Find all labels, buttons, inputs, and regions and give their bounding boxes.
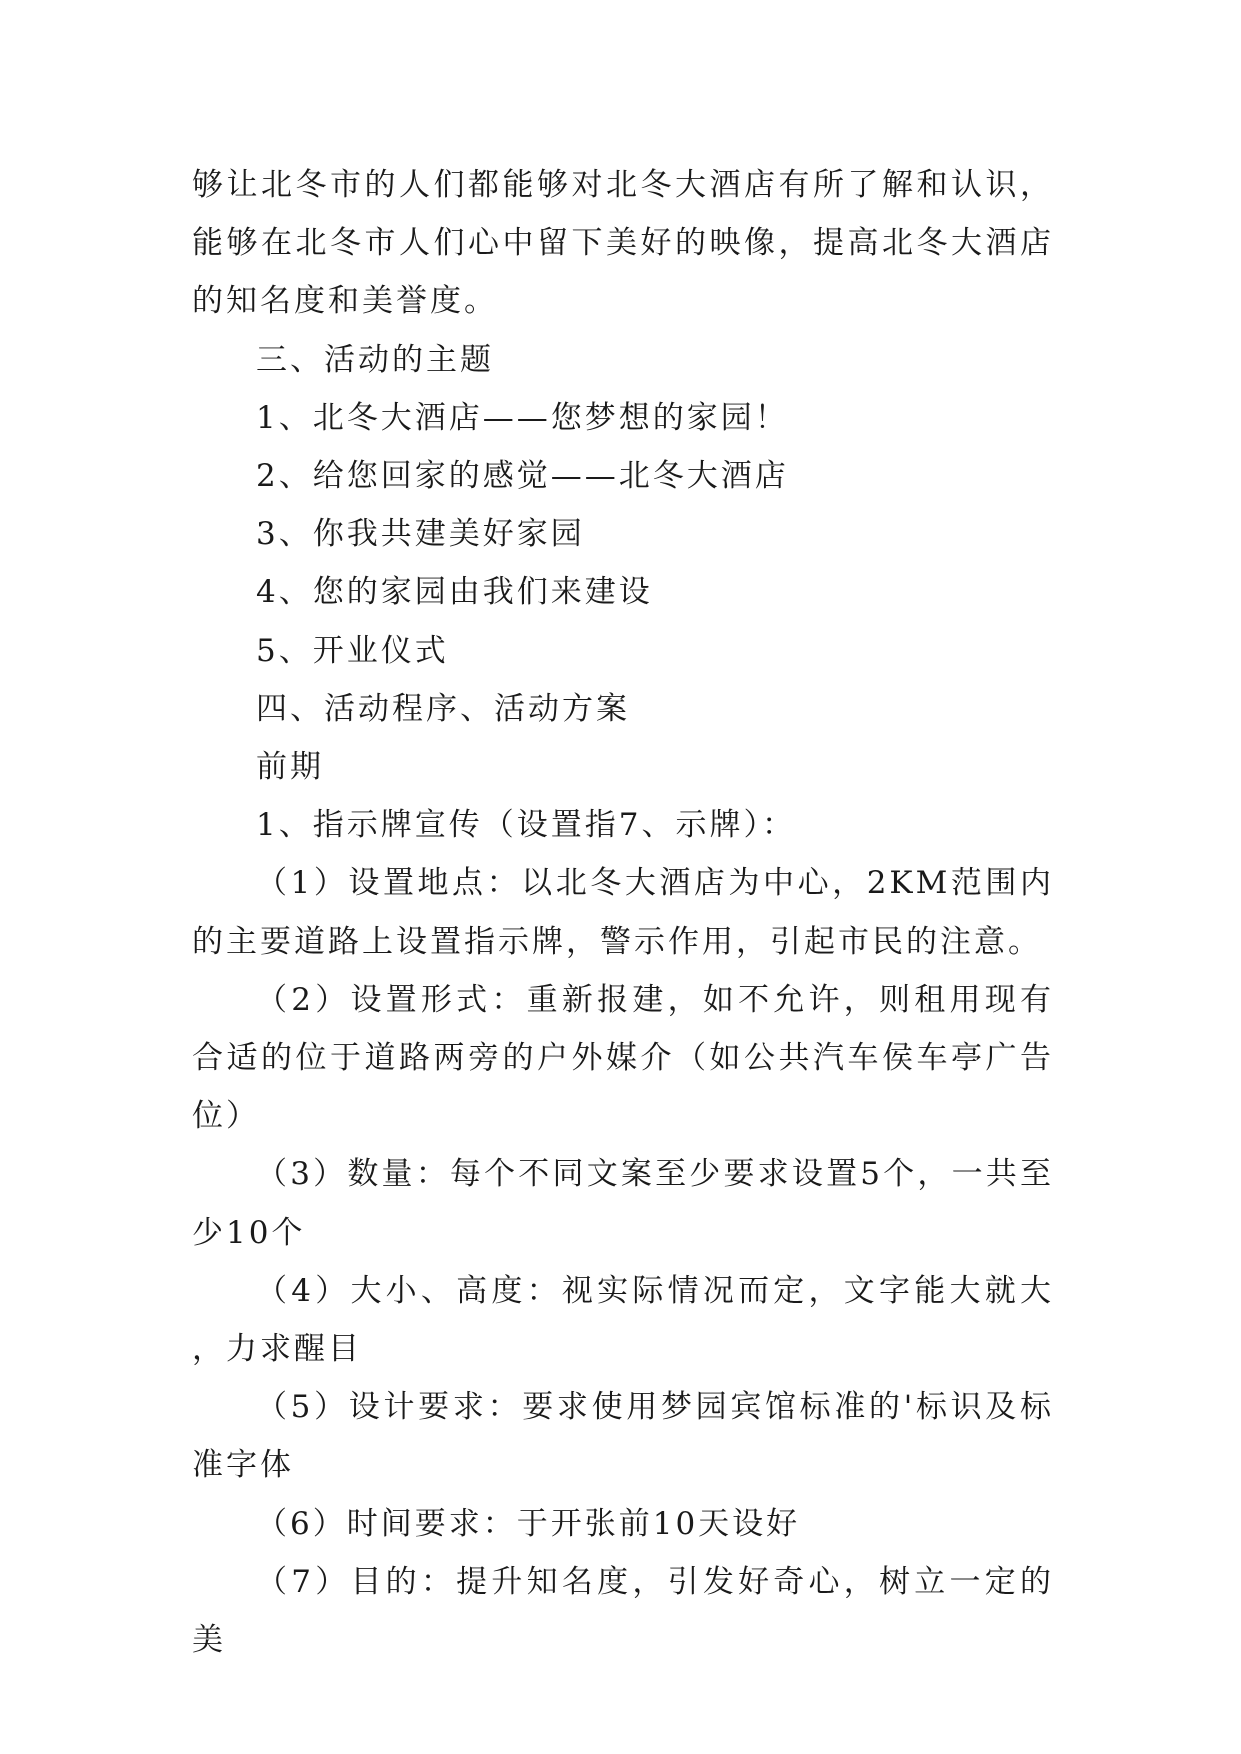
- signboard-detail-size: （4）大小、高度：视实际情况而定，文字能大就大，力求醒目: [192, 1272, 1054, 1368]
- list-item-signboard: 1、指示牌宣传（设置指7、示牌）：: [256, 807, 796, 844]
- section-heading-program: 四、活动程序、活动方案: [256, 690, 630, 727]
- signboard-detail-form: （2）设置形式：重新报建，如不允许，则租用现有合适的位于道路两旁的户外媒介（如公共汽车侯车亭广告位）: [192, 981, 1054, 1135]
- theme-item-2: 2、给您回家的感觉——北冬大酒店: [256, 458, 789, 495]
- theme-item-4: 4、您的家园由我们来建设: [256, 574, 653, 611]
- signboard-detail-design: （5）设计要求：要求使用梦园宾馆标准的'标识及标准字体: [192, 1389, 1054, 1484]
- theme-item-5: 5、开业仪式: [256, 632, 449, 669]
- theme-item-1: 1、北冬大酒店——您梦想的家园！: [256, 399, 789, 436]
- subheading-early-stage: 前期: [256, 749, 324, 786]
- signboard-detail-quantity: （3）数量：每个不同文案至少要求设置5个，一共至少10个: [192, 1156, 1054, 1251]
- document-body: [192, 156, 1054, 1669]
- signboard-detail-time: （6）时间要求：于开张前10天设好: [256, 1505, 801, 1542]
- signboard-detail-purpose: （7）目的：提升知名度，引发好奇心，树立一定的美: [192, 1563, 1054, 1659]
- section-heading-theme: 三、活动的主题: [256, 341, 494, 378]
- theme-item-3: 3、你我共建美好家园: [256, 516, 585, 553]
- paragraph-intro-continuation: 够让北冬市的人们都能够对北冬大酒店有所了解和认识，能够在北冬市人们心中留下美好的映像，提高北冬大酒店的知名度和美誉度。: [192, 167, 1054, 320]
- signboard-detail-location: （1）设置地点：以北冬大酒店为中心，2KM范围内的主要道路上设置指示牌，警示作用，引起市民的注意。: [192, 865, 1054, 960]
